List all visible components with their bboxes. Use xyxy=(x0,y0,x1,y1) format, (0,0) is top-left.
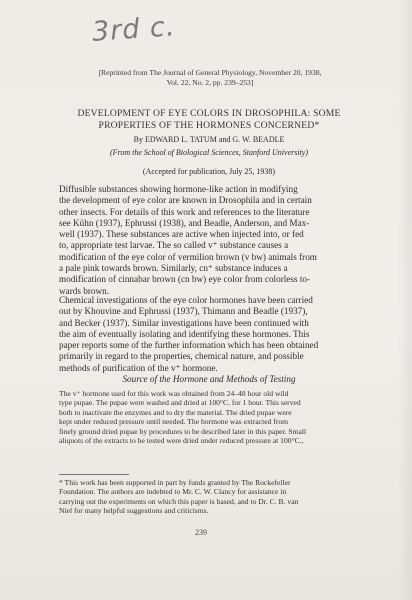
paragraph-1 xyxy=(59,184,359,297)
text-line: other insects. For details of this work and references to the literature xyxy=(59,206,310,217)
text-line: out by Khouvine and Ephrussi (1937), Thimann and Beadle (1937), xyxy=(59,306,308,317)
section-heading: Source of the Hormone and Methods of Testing xyxy=(122,374,296,384)
text-line: a pale pink towards brown. Similarly, cn⁺ substance induces a xyxy=(59,263,288,274)
text-line: primarily in regard to the properties, chemical nature, and possible xyxy=(59,351,304,362)
text-line: aliquots of the extracts to be tested were dried under reduced pressure at 100°C., xyxy=(59,436,304,446)
text-line: wards brown. xyxy=(59,285,110,296)
affiliation: (From the School of Biological Sciences, Stanford University) xyxy=(109,148,309,157)
text-line: Niel for many helpful suggestions and criticisms. xyxy=(59,506,209,516)
text-line: and Becker (1937). Similar investigations have been continued with xyxy=(59,317,309,328)
paragraph-3 xyxy=(59,389,359,445)
text-line: modification of the eye color of vermilion brown (v bw) animals from xyxy=(59,251,317,262)
page-edge-shadow xyxy=(398,0,412,600)
text-line: to, appropriate test larvae. The so called v⁺ substance causes a xyxy=(59,240,289,251)
footnote xyxy=(59,478,359,516)
reprint-line-1: [Reprinted from The Journal of General Physiology, November 20, 1938, xyxy=(98,68,322,77)
text-line: see Kühn (1937), Ephrussi (1938), and Beadle, Anderson, and Max- xyxy=(59,217,310,228)
text-line: carrying out the experiments on which this paper is based, and to Dr. C. B. van xyxy=(59,496,299,506)
title-line-1: DEVELOPMENT OF EYE COLORS IN DROSOPHILA: SOME xyxy=(77,108,341,119)
text-line: the development of eye color are known in Drosophila and in certain xyxy=(59,195,312,206)
reprint-notice xyxy=(60,68,360,88)
authors: By EDWARD L. TATUM and G. W. BEADLE xyxy=(133,135,285,144)
text-line: * This work has been supported in part by funds granted by The Rockefeller xyxy=(59,478,291,487)
title-line-2: PROPERTIES OF THE HORMONES CONCERNED* xyxy=(98,120,320,131)
text-line: Diffusible substances showing hormone-like action in modifying xyxy=(59,184,298,194)
text-line: both to inactivate the enzymes and to dry the material. The dried pupae were xyxy=(59,407,292,417)
paragraph-2 xyxy=(59,295,359,374)
text-line: Chemical investigations of the eye color hormones have been carried xyxy=(59,295,313,305)
article-title xyxy=(48,108,370,132)
text-line: methods of purification of the v⁺ hormone. xyxy=(59,362,218,373)
page-number: 239 xyxy=(195,528,207,537)
accepted-date: (Accepted for publication, July 25, 1938) xyxy=(142,167,276,176)
reprint-line-2: Vol. 22, No. 2, pp. 239–253] xyxy=(166,78,254,87)
text-line: paper reports some of the further information which has been obtained xyxy=(59,340,319,351)
text-line: finely ground dried pupae by procedures to be described later in this paper. Small xyxy=(59,426,307,436)
text-line: well (1937). These substances are active when injected into, or fed xyxy=(59,229,304,240)
text-line: The v⁺ hormone used for this work was obtained from 24–48 hour old wild xyxy=(59,389,289,398)
text-line: modification of cinnabar brown (cn bw) eye color from colorless to- xyxy=(59,274,311,285)
text-line: the aim of eventually isolating and identifying these hormones. This xyxy=(59,328,310,339)
text-line: kept under reduced pressure until needed. The hormone was extracted from xyxy=(59,417,289,427)
footnote-divider xyxy=(59,474,129,475)
text-line: type pupae. The pupae were washed and dried at 100°C. for 1 hour. This served xyxy=(59,398,301,408)
text-line: Foundation. The authors are indebted to Mr. C. W. Clancy for assistance in xyxy=(59,487,287,497)
handwritten-note: 3rd c. xyxy=(91,11,177,48)
